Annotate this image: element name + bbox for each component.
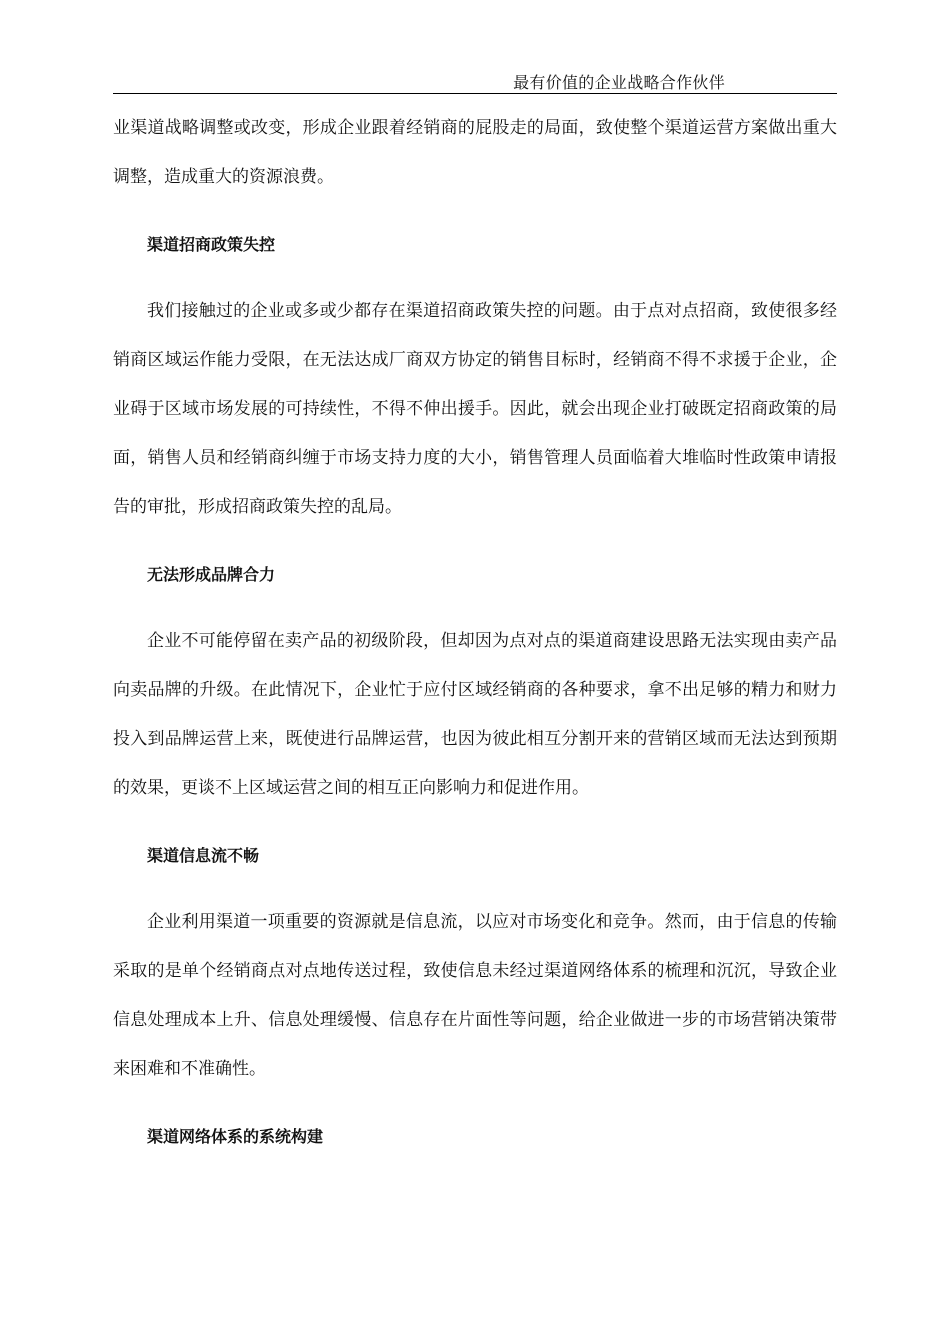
heading-brand-synergy: 无法形成品牌合力	[147, 565, 276, 584]
page-header	[113, 68, 837, 94]
paragraph-brand-synergy: 企业不可能停留在卖产品的初级阶段，但却因为点对点的渠道商建设思路无法实现由卖产品向卖品牌的升级。在此情况下，企业忙于应付区域经销商的各种要求，拿不出足够的精力和财力投入到品牌运营上来，既使进行品牌运营，也因为彼此相互分割开来的营销区域而无法达到预期的效果，更谈不上区域运营之间的相互正向影响力和促进作用。	[113, 631, 837, 798]
document-body	[113, 104, 837, 1161]
paragraph-information-flow: 企业利用渠道一项重要的资源就是信息流，以应对市场变化和竞争。然而，由于信息的传输采取的是单个经销商点对点地传送过程，致使信息未经过渠道网络体系的梳理和沉沉，导致企业信息处理成本上升、信息处理缓慢、信息存在片面性等问题，给企业做进一步的市场营销决策带来困难和不准确性。	[113, 912, 837, 1079]
heading-information-flow: 渠道信息流不畅	[147, 846, 260, 865]
heading-network-system: 渠道网络体系的系统构建	[147, 1127, 324, 1146]
paragraph-recruitment-policy: 我们接触过的企业或多或少都存在渠道招商政策失控的问题。由于点对点招商，致使很多经销商区域运作能力受限，在无法达成厂商双方协定的销售目标时，经销商不得不求援于企业，企业碍于区域市场发展的可持续性，不得不伸出援手。因此，就会出现企业打破既定招商政策的局面，销售人员和经销商纠缠于市场支持力度的大小，销售管理人员面临着大堆临时性政策申请报告的审批，形成招商政策失控的乱局。	[113, 301, 837, 517]
heading-recruitment-policy: 渠道招商政策失控	[147, 235, 276, 254]
paragraph-intro-continuation: 业渠道战略调整或改变，形成企业跟着经销商的屁股走的局面，致使整个渠道运营方案做出重大调整，造成重大的资源浪费。	[113, 118, 837, 187]
header-title: 最有价值的企业战略合作伙伴	[513, 73, 725, 92]
